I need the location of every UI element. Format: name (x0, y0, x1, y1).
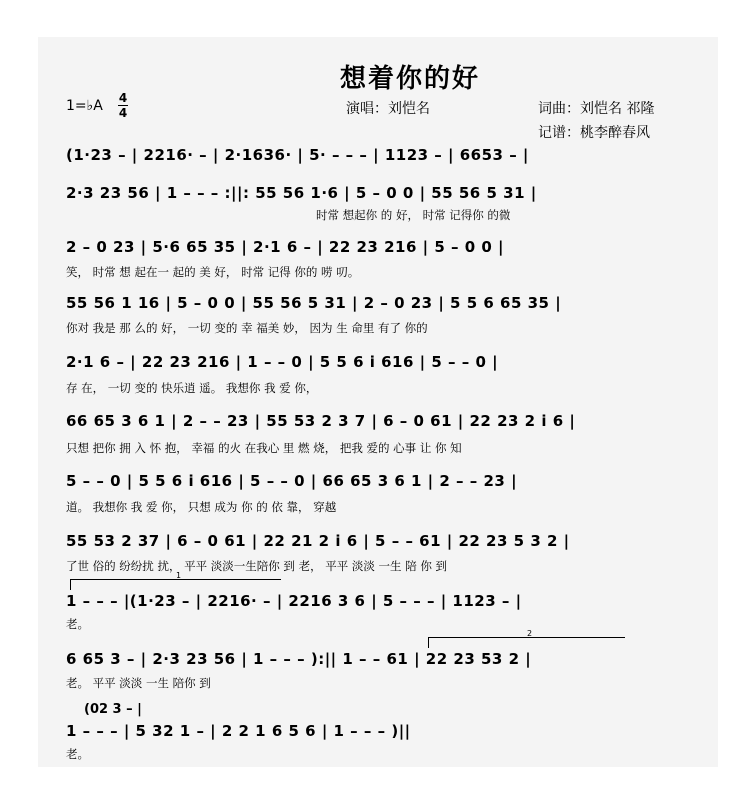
meter-bottom: 4 (118, 106, 128, 120)
notation-line: 55 56 1 16 | 5 – 0 0 | 55 56 5 31 | 2 – 0 23 | 5 5 6 65 35 | (66, 294, 562, 312)
notation-line: 1 – – – | 5 32 1 – | 2 2 1 6 5 6 | 1 – – – )|| (66, 722, 411, 740)
time-signature (118, 92, 128, 119)
notation-line: 2·1 6 – | 22 23 216 | 1 – – 0 | 5 5 6 i 616 | 5 – – 0 | (66, 353, 499, 371)
singer-credit: 演唱：刘恺名 (346, 101, 430, 117)
song-title: 想着你的好 (340, 64, 481, 94)
lyric-line: 道。 我想你 我 爱 你， 只想 成为 你 的 依 靠， 穿越 (66, 500, 337, 514)
notation-line: 1 – – – |(1·23 – | 2216· – | 2216 3 6 | 5 – – – | 1123 – | (66, 592, 522, 610)
lyric-line: 存 在， 一切 变的 快乐逍 遥。 我想你 我 爱 你， (66, 381, 318, 395)
transcriber-credit: 记谱：桃李醉春风 (538, 125, 650, 141)
notation-line: 2 – 0 23 | 5·6 65 35 | 2·1 6 – | 22 23 216 | 5 – 0 0 | (66, 238, 505, 256)
notation-line: 2·3 23 56 | 1 – – – :||: 55 56 1·6 | 5 – 0 0 | 55 56 5 31 | (66, 184, 537, 202)
notation-line: 6 65 3 – | 2·3 23 56 | 1 – – – ):|| 1 – – 61 | 22 23 53 2 | (66, 650, 532, 668)
lyric-line: 时常 想起你 的 好， 时常 记得你 的微 (316, 208, 511, 222)
notation-line: 66 65 3 6 1 | 2 – – 23 | 55 53 2 3 7 | 6 – 0 61 | 22 23 2 i 6 | (66, 412, 576, 430)
first-ending-bracket: 1 (70, 579, 281, 590)
lyric-line: 只想 把你 拥 入 怀 抱， 幸福 的火 在我心 里 燃 烧， 把我 爱的 心事 让 你 知 (66, 441, 462, 455)
ending-hint: (02 3 – | (84, 702, 142, 717)
lyricist-credit: 词曲：刘恺名 祁隆 (538, 101, 655, 117)
notation-line: 5 – – 0 | 5 5 6 i 616 | 5 – – 0 | 66 65 3 6 1 | 2 – – 23 | (66, 472, 518, 490)
lyric-line: 老。 平平 淡淡 一生 陪你 到 (66, 676, 211, 690)
lyric-line: 笑， 时常 想 起在一 起的 美 好， 时常 记得 你的 唠 叨。 (66, 265, 360, 279)
lyric-line: 老。 (66, 617, 89, 631)
lyric-line: 你对 我是 那 么的 好， 一切 变的 幸 福美 妙， 因为 生 命里 有了 你的 (66, 321, 428, 335)
second-ending-bracket: 2 (428, 637, 625, 648)
meter-top: 4 (118, 91, 128, 105)
lyric-line: 老。 (66, 747, 89, 761)
lyric-line: 了世 俗的 纷纷扰 扰， 平平 淡淡一生陪你 到 老， 平平 淡淡 一生 陪 你 到 (66, 559, 448, 573)
key-signature: 1=♭A (66, 98, 103, 114)
notation-line: (1·23 – | 2216· – | 2·1636· | 5· – – – | 1123 – | 6653 – | (66, 146, 529, 164)
notation-line: 55 53 2 37 | 6 – 0 61 | 22 21 2 i 6 | 5 – – 61 | 22 23 5 3 2 | (66, 532, 570, 550)
